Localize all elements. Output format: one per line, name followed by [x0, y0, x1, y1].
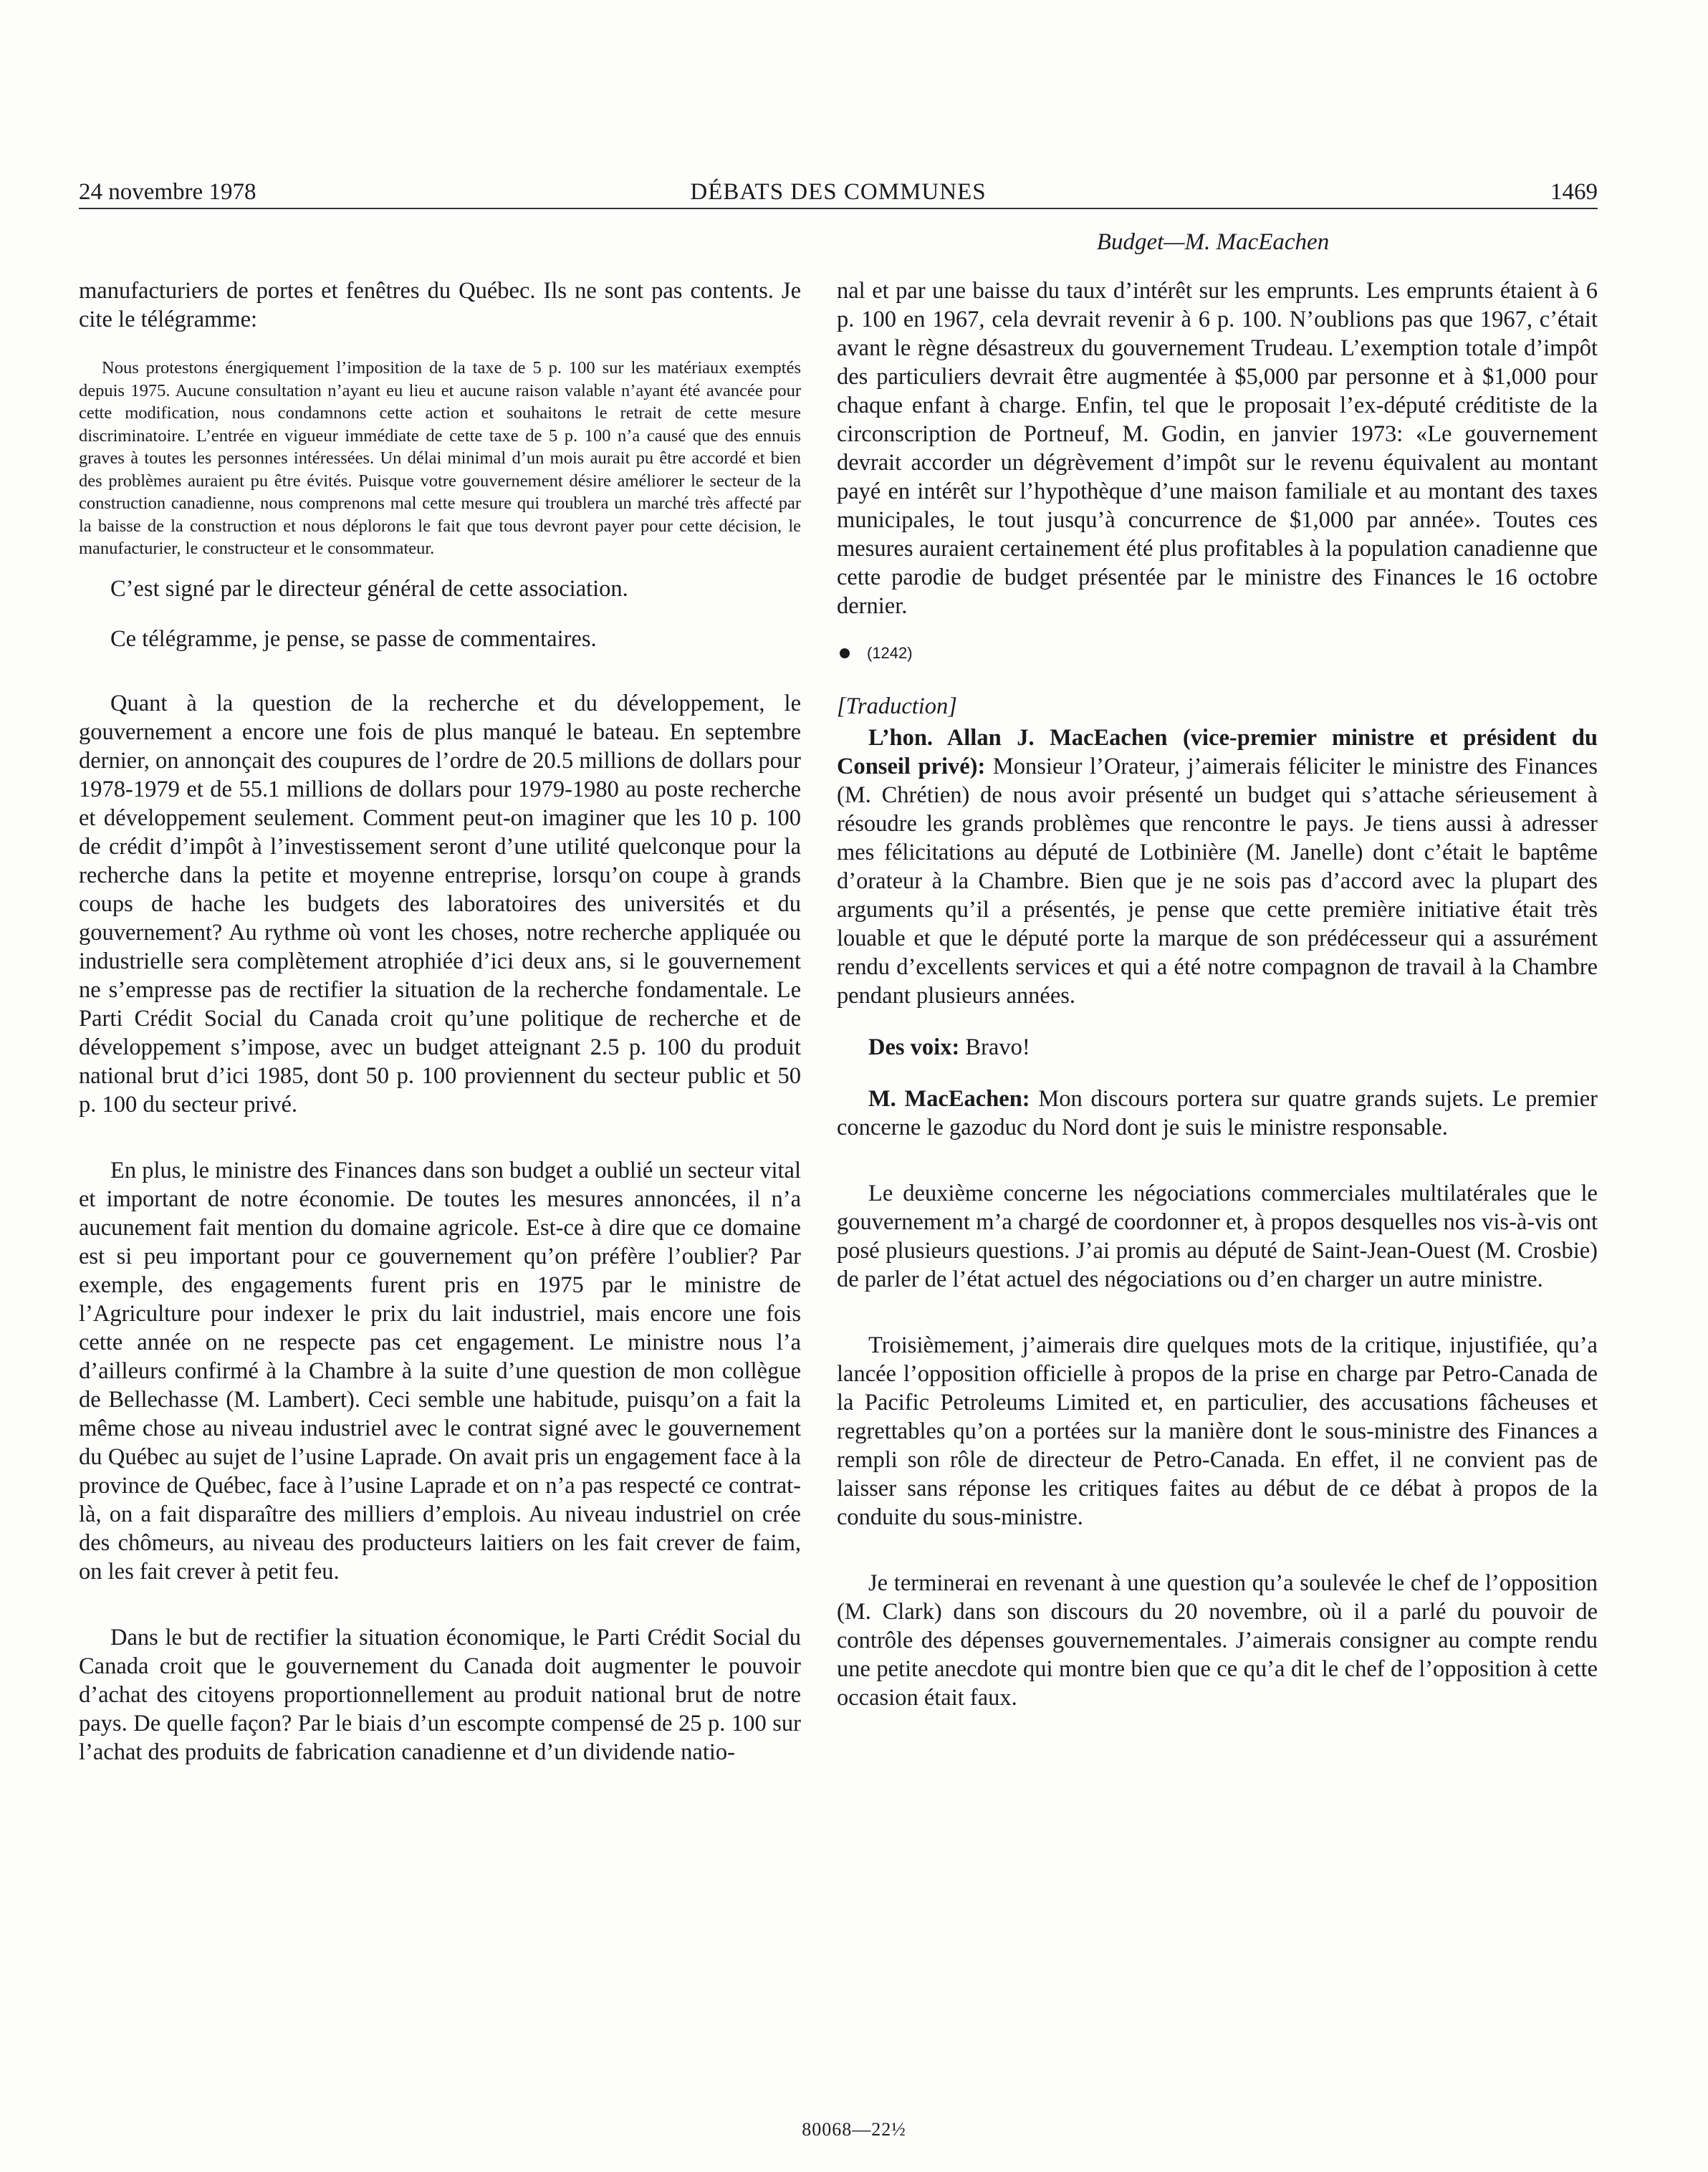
speech-text: Bravo!	[959, 1034, 1030, 1060]
speech-text: Monsieur l’Orateur, j’aimerais féliciter le ministre des Finances (M. Chrétien) de nous avoir présenté un budget qui s’attache sérieusement à résoudre les grands problèmes que rencontre le pays. Je tiens aussi à adresser mes félicitations au député de Lotbinière (M. Janelle) dont c’était le baptême d’orateur à la Chambre. Bien que je ne sois pas d’accord avec la plupart des arguments qu’il a présentés, je pense que cette première initiative était très louable et que le député porte la marque de son prédécesseur qui a assurément rendu d’excellents services et qui a été notre compagnon de travail à la Chambre pendant plusieurs années.	[837, 754, 1598, 1009]
paragraph: Troisièmement, j’aimerais dire quelques mots de la critique, injustifiée, qu’a lancée l’opposition officielle à propos de la prise en charge par Petro-Canada de la Pacific Petroleums Limited et, en particulier, des accusations fâcheuses et regrettables qu’on a portées sur la manière dont le sous-ministre des Finances a rempli son rôle de directeur de Petro-Canada. En effet, il ne convient pas de laisser sans réponse les critiques faites au début de ce débat à propos de la conduite du sous-ministre.	[837, 1332, 1598, 1530]
speech-paragraph	[837, 1085, 1598, 1142]
paragraph: En plus, le ministre des Finances dans son budget a oublié un secteur vital et important de notre économie. De toutes les mesures annoncées, il n’a aucunement fait mention du domaine agricole. Est-ce à dire que ce domaine est si peu important pour ce gouvernement qu’on préfère l’oublier? Par exemple, des engagements furent pris en 1975 par le ministre de l’Agriculture pour indexer le prix du lait industriel, mais encore une fois cette année on ne respecte pas cet engagement. Le ministre nous l’a d’ailleurs confirmé à la Chambre à la suite d’une question de mon collègue de Bellechasse (M. Lambert). Ceci semble une habitude, puisqu’on a fait la même chose au niveau industriel avec le contrat signé avec le gouvernement du Québec au sujet de l’usine Laprade. On avait pris un engagement face à la province de Québec, face à l’usine Laprade et on n’a pas respecté ce contrat-là, on a fait disparaître des milliers d’emplois. Au niveau industriel on crée des chômeurs, au niveau des producteurs laitiers on les fait crever de faim, on les fait crever à petit feu.	[79, 1157, 801, 1585]
paragraph: manufacturiers de portes et fenêtres du Québec. Ils ne sont pas contents. Je cite le télégramme:	[79, 278, 801, 332]
paragraph: C’est signé par le directeur général de cette association.	[110, 575, 628, 602]
left-column	[79, 271, 801, 1767]
speech-paragraph	[837, 1033, 1598, 1062]
footer-code: 80068—22½	[802, 2119, 906, 2140]
paragraph: Ce télégramme, je pense, se passe de commentaires.	[110, 625, 597, 652]
translation-note: [Traduction]	[837, 693, 957, 719]
paragraph: Le deuxième concerne les négociations commerciales multilatérales que le gouvernement m’a chargé de coordonner et, à propos desquelles nos vis-à-vis ont posé plusieurs questions. J’ai promis au député de Saint-Jean-Ouest (M. Crosbie) de parler de l’état actuel des négociations ou d’en charger un autre ministre.	[837, 1181, 1598, 1292]
page-header	[79, 176, 1598, 209]
paragraph: Quant à la question de la recherche et du développement, le gouvernement a encore une fois de plus manqué le bateau. En septembre dernier, on annonçait des coupures de l’ordre de 20.5 millions de dollars pour 1978-1979 et de 55.1 millions de dollars pour 1979-1980 au poste recherche et développement seulement. Comment peut-on imaginer que les 10 p. 100 de crédit d’impôt à l’investissement seront d’une utilité quelconque pour la recherche dans la petite et moyenne entreprise, lorsqu’on coupe à grands coups de hache les budgets des laboratoires des universités et du gouvernement? Au rythme où vont les choses, notre recherche appliquée ou industrielle sera complètement atrophiée d’ici deux ans, si le gouvernement ne s’empresse pas de rectifier la situation de la recherche fondamentale. Le Parti Crédit Social du Canada croit qu’une politique de recherche et de développement s’impose, avec un budget atteignant 2.5 p. 100 du produit national brut d’ici 1985, dont 50 p. 100 proviennent du secteur public et 50 p. 100 du secteur privé.	[79, 690, 801, 1118]
paragraph: Dans le but de rectifier la situation économique, le Parti Crédit Social du Canada croit que le gouvernement du Canada doit augmenter le pouvoir d’achat des citoyens proportionnellement au produit national brut de notre pays. De quelle façon? Par le biais d’un escompte compensé de 25 p. 100 sur l’achat des produits de fabrication canadienne et d’un dividende natio-	[79, 1624, 801, 1765]
right-column	[837, 271, 1598, 1712]
running-head: Budget—M. MacEachen	[1096, 229, 1330, 255]
header-title: DÉBATS DES COMMUNES	[690, 179, 987, 205]
paragraph: nal et par une baisse du taux d’intérêt sur les emprunts. Les emprunts étaient à 6 p. 100 en 1967, cela devrait revenir à 6 p. 100. N’oublions pas que 1967, c’était avant le règne désastreux du gouvernement Trudeau. L’exemption totale d’impôt des particuliers devrait être augmentée à $5,000 par personne et à $1,000 pour chaque enfant à charge. Enfin, tel que le proposait l’ex-député créditiste de la circonscription de Portneuf, M. Godin, en janvier 1973: «Le gouvernement devrait accorder un dégrèvement d’impôt sur le revenu équivalent au montant payé en intérêt sur l’hypothèque d’une maison familiale et au montant des taxes municipales, le tout jusqu’à concurrence de $1,000 par année». Toutes ces mesures auraient certainement été plus profitables à la population canadienne que cette parodie de budget présentée par le ministre des Finances le 16 octobre dernier.	[837, 278, 1598, 619]
header-date: 24 novembre 1978	[79, 179, 256, 205]
timestamp: (1242)	[867, 644, 913, 662]
speech-text: Mon discours portera sur quatre grands sujets. Le premier concerne le gazoduc du Nord dont je suis le ministre responsable.	[837, 1086, 1598, 1140]
timestamp-marker	[837, 639, 1598, 668]
speaker-name: L’hon. Allan J. MacEachen (vice-premier ministre et président du Conseil privé):	[837, 725, 1598, 779]
speaker-name: Des voix:	[868, 1034, 960, 1060]
bullet-icon	[840, 648, 850, 658]
quote-text: Nous protestons énergiquement l’imposition de la taxe de 5 p. 100 sur les matériaux exemptés depuis 1975. Aucune consultation n’ayant eu lieu et aucune raison valable n’ayant été avancée pour cette modification, nous condamnons cette action et souhaitons le retrait de cette mesure discriminatoire. L’entrée en vigueur immédiate de cette taxe de 5 p. 100 n’a causé que des ennuis graves à toutes les personnes intéressées. Un délai minimal d’un mois aurait pu être accordé et bien des problèmes auraient pu être évités. Puisque votre gouvernement désire améliorer le secteur de la construction canadienne, nous comprenons mal cette mesure qui troublera un marché très affecté par la baisse de la construction et nous déplorons le fait que tous devront payer pour cette décision, le manufacturier, le constructeur et le consommateur.	[79, 358, 801, 558]
speech-paragraph	[837, 724, 1598, 1010]
page-number: 1469	[1550, 179, 1598, 205]
speaker-name: M. MacEachen:	[868, 1086, 1030, 1112]
paragraph: Je terminerai en revenant à une question qu’a soulevée le chef de l’opposition (M. Clark) dans son discours du 20 novembre, où il a parlé du pouvoir de contrôle des dépenses gouvernementales. J’aimerais consigner au compte rendu une petite anecdote qui montre bien que ce qu’a dit le chef de l’opposition à cette occasion était faux.	[837, 1570, 1598, 1711]
telegram-quote	[79, 352, 801, 560]
